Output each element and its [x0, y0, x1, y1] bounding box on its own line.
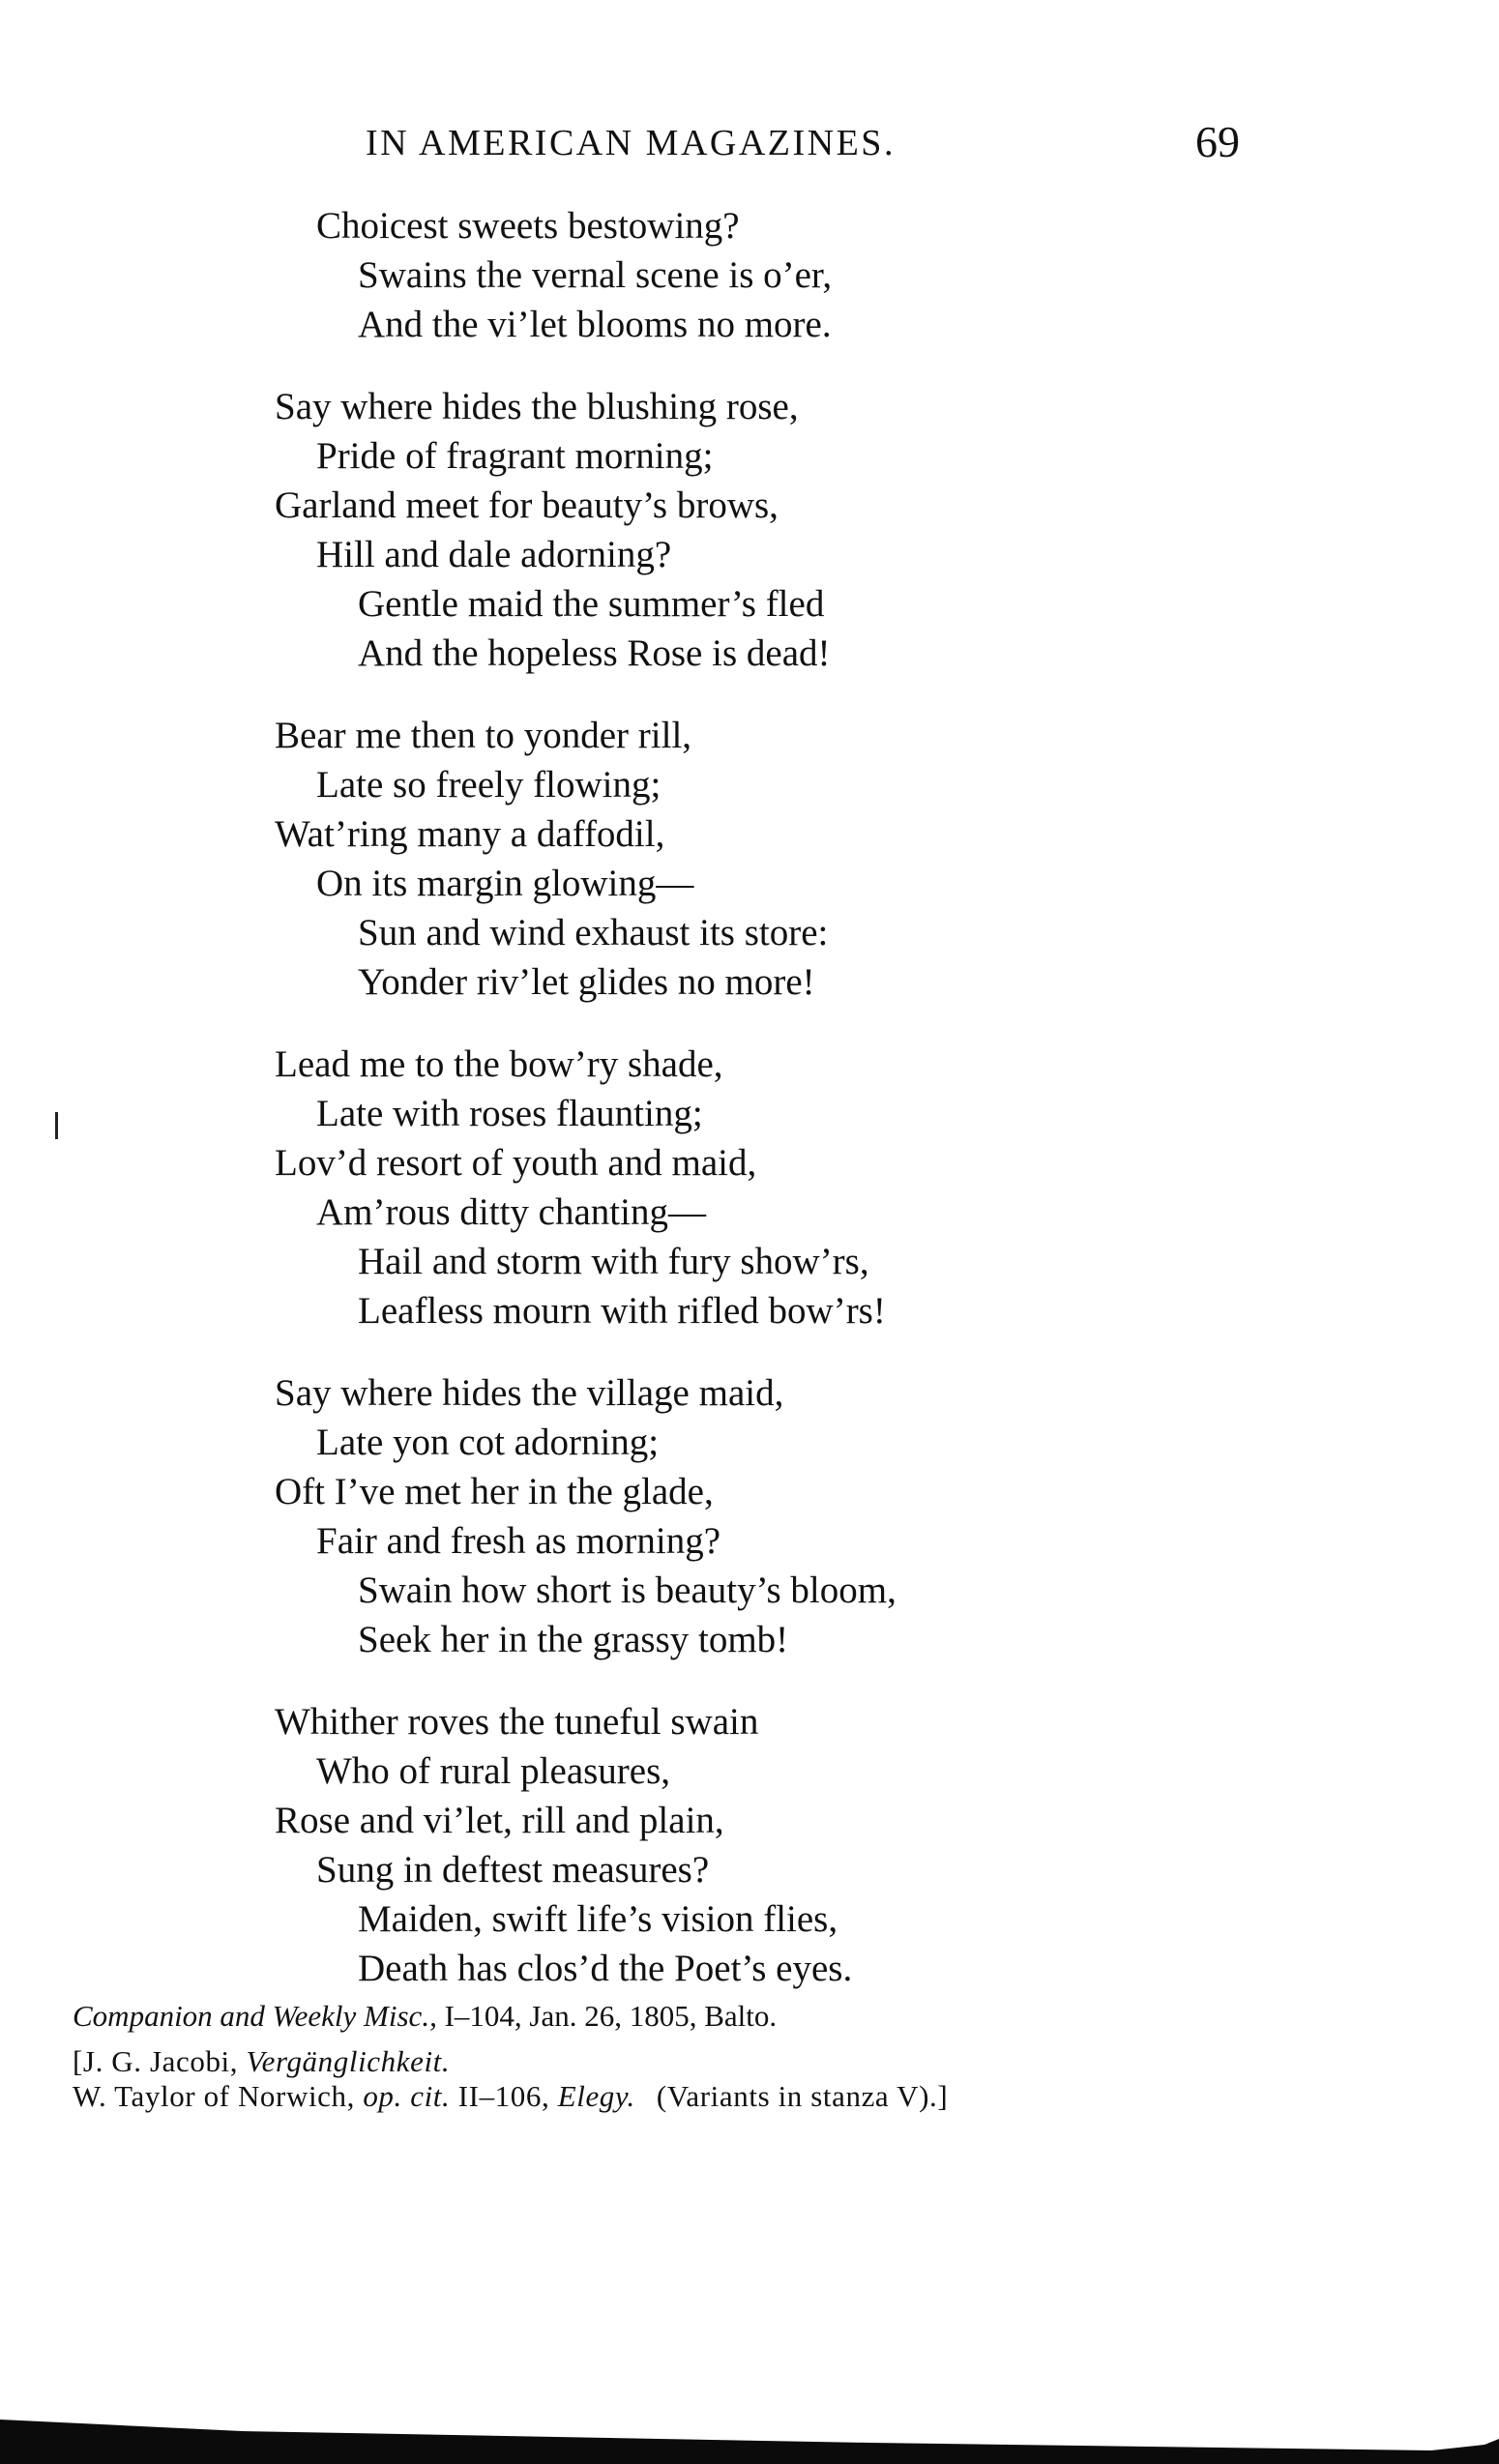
- poem-line: Fair and fresh as morning?: [316, 1520, 721, 1562]
- poem-line: Hill and dale adorning?: [316, 534, 672, 575]
- poem-line: And the vi’let blooms no more.: [358, 304, 832, 345]
- poem-line: Say where hides the village maid,: [275, 1372, 784, 1414]
- running-head: IN AMERICAN MAGAZINES.: [366, 123, 896, 163]
- editorial-notes: [73, 2044, 948, 2114]
- poem-line: Garland meet for beauty’s brows,: [275, 484, 779, 526]
- poem-line: Oft I’ve met her in the glade,: [275, 1471, 714, 1512]
- poem-line: Bear me then to yonder rill,: [275, 715, 692, 756]
- poem-line: Choicest sweets bestowing?: [316, 205, 740, 247]
- poem-line: Hail and storm with fury show’rs,: [358, 1241, 869, 1282]
- poem-line: Swains the vernal scene is o’er,: [358, 254, 833, 296]
- citation-details: I–104, Jan. 26, 1805, Balto.: [444, 1999, 778, 2033]
- poem-line: Say where hides the blushing rose,: [275, 386, 799, 427]
- poem-line: Rose and vi’let, rill and plain,: [275, 1800, 724, 1841]
- note-1-title: Vergänglichkeit.: [246, 2044, 451, 2078]
- poem-body: [275, 201, 1338, 1993]
- poem-line: Am’rous ditty chanting—: [316, 1191, 706, 1233]
- poem-line: Sun and wind exhaust its store:: [358, 912, 829, 953]
- source-citation: [73, 1998, 777, 2035]
- poem-line: Gentle maid the summer’s fled: [358, 583, 825, 625]
- stanza: [275, 1040, 1338, 1335]
- citation-source: Companion and Weekly Misc.,: [73, 1999, 437, 2033]
- poem-line: Who of rural pleasures,: [316, 1750, 671, 1792]
- poem-line: Whither roves the tuneful swain: [275, 1701, 759, 1743]
- margin-mark: [55, 1112, 58, 1139]
- poem-line: Maiden, swift life’s vision flies,: [358, 1898, 838, 1940]
- note-2-prefix: W. Taylor of Norwich,: [73, 2079, 355, 2113]
- poem-line: Lead me to the bow’ry shade,: [275, 1043, 723, 1085]
- poem-line: On its margin glowing—: [316, 863, 694, 904]
- stanza: [275, 201, 1338, 349]
- note-line-1: [73, 2044, 948, 2079]
- poem-line: Seek her in the grassy tomb!: [358, 1619, 789, 1660]
- poem-line: Sung in deftest measures?: [316, 1849, 710, 1891]
- note-line-2: [73, 2079, 948, 2114]
- note-2-title: Elegy.: [557, 2079, 635, 2113]
- stanza: [275, 1697, 1338, 1993]
- poem-line: Death has clos’d the Poet’s eyes.: [358, 1948, 853, 1989]
- note-2-variants: (Variants in stanza V).]: [656, 2079, 949, 2113]
- poem-line: And the hopeless Rose is dead!: [358, 632, 831, 674]
- stanza: [275, 382, 1338, 678]
- note-1-prefix: [J. G. Jacobi,: [73, 2044, 239, 2078]
- poem-line: Lov’d resort of youth and maid,: [275, 1142, 757, 1184]
- poem-line: Swain how short is beauty’s bloom,: [358, 1569, 896, 1611]
- poem-line: Late so freely flowing;: [316, 764, 661, 806]
- stanza: [275, 711, 1338, 1007]
- scan-edge-bar: [0, 2418, 1499, 2464]
- note-2-opcit: op. cit.: [363, 2079, 451, 2113]
- page-number: 69: [1195, 117, 1240, 166]
- poem-line: Leafless mourn with rifled bow’rs!: [358, 1290, 886, 1332]
- stanza: [275, 1368, 1338, 1664]
- poem-line: Wat’ring many a daffodil,: [275, 813, 665, 855]
- poem-line: Pride of fragrant morning;: [316, 435, 714, 477]
- poem-line: Late with roses flaunting;: [316, 1093, 703, 1134]
- poem-line: Late yon cot adorning;: [316, 1422, 660, 1463]
- poem-line: Yonder riv’let glides no more!: [358, 961, 815, 1003]
- note-2-reference: II–106,: [457, 2079, 550, 2113]
